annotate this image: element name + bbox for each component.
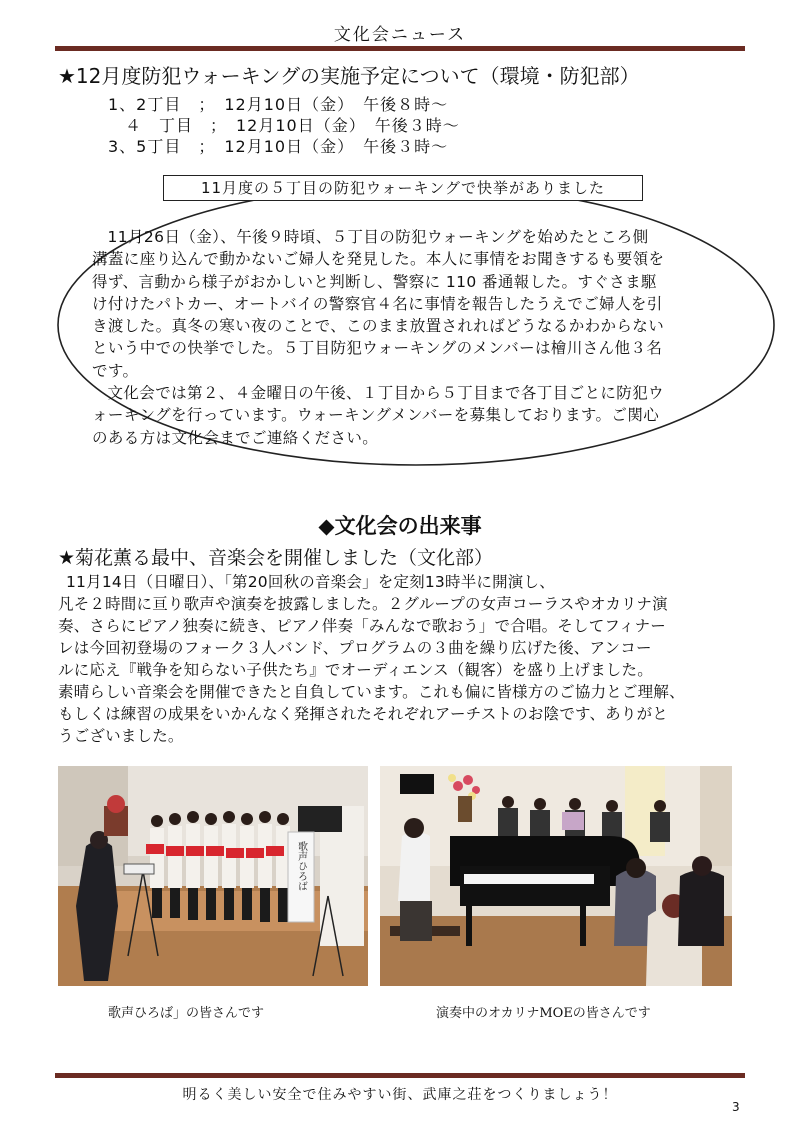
notice-line: ォーキングを行っています。ウォーキングメンバーを募集しております。ご関心	[92, 406, 660, 425]
body-line: 11月14日（日曜日）、「第20回秋の音楽会」を定刻13時半に開演し、	[66, 573, 555, 591]
body-line: うございました。	[58, 727, 184, 745]
notice-line: 溝蓋に座り込んで動かないご婦人を発見した。本人に事情をお聞きするも要領を	[92, 250, 665, 269]
notice-line: き渡した。真冬の寒い夜のことで、このまま放置されればどうなるかわからない	[92, 317, 665, 336]
ocarina-photo	[380, 766, 732, 986]
footer-slogan: 明るく美しい安全で住みやすい街、武庫之荘をつくりましょう！	[182, 1087, 618, 1103]
body-line: レは今回初登場のフォーク３人バンド、プログラムの３曲を繰り広げた後、アンコー	[58, 639, 652, 657]
walking-heading: ★12月度防犯ウォーキングの実施予定について（環境・防犯部）	[58, 64, 640, 88]
body-line: 素晴らしい音楽会を開催できたと自負しています。これも偏に皆様方のご協力とご理解、	[58, 683, 685, 701]
notice-label: 11月度の５丁目の防犯ウォーキングで快挙がありました	[163, 175, 643, 201]
notice-line: です。	[92, 361, 139, 380]
body-line: ルに応え『戦争を知らない子供たち』でオーディエンス（観客）を盛り上げました。	[58, 661, 653, 679]
footer-divider	[55, 1073, 745, 1078]
page-number: 3	[732, 1100, 740, 1114]
body-line: 奏、さらにピアノ独奏に続き、ピアノ伴奏「みんなで歌おう」で合唱。そしてフィナー	[58, 617, 666, 635]
notice-line: け付けたパトカー、オートバイの警察官４名に事情を報告したうえでご婦人を引	[92, 294, 663, 313]
photo-caption-left: 歌声ひろば」の皆さんです	[108, 1006, 265, 1021]
notice-line: という中での快挙でした。５丁目防犯ウォーキングのメンバーは檜川さん他３名	[92, 339, 663, 358]
body-line: 凡そ２時間に亘り歌声や演奏を披露しました。２グループの女声コーラスやオカリナ演	[58, 595, 668, 613]
schedule-line: ４ 丁目 ； 12月10日（金） 午後３時～	[108, 116, 460, 135]
notice-line: 文化会では第２、４金曜日の午後、１丁目から５丁目まで各丁目ごとに防犯ウ	[107, 384, 665, 403]
notice-line: 11月26日（金）、午後９時頃、５丁目の防犯ウォーキングを始めたところ側	[107, 228, 649, 246]
body-line: もしくは練習の成果をいかんなく発揮されたそれぞれアーチストのお陰です、ありがと	[58, 705, 668, 723]
schedule-line: 1、2丁目 ； 12月10日（金） 午後８時～	[108, 95, 449, 114]
concert-heading: ★菊花薫る最中、音楽会を開催しました（文化部）	[58, 547, 494, 569]
newsletter-title: 文化会ニュース	[333, 25, 467, 45]
notice-body	[92, 226, 732, 449]
schedule-line: 3、5丁目 ； 12月10日（金） 午後３時～	[108, 137, 449, 156]
photo-caption-right: 演奏中のオカリナMOEの皆さんです	[436, 1006, 651, 1021]
events-section-title: ◆文化会の出来事	[318, 514, 482, 538]
choir-photo	[58, 766, 368, 986]
banner-text: 歌声ひろば	[295, 841, 307, 891]
notice-line: 得ず、言動から様子がおかしいと判断し、警察に 110 番通報した。すぐさま駆	[92, 272, 657, 291]
header-divider	[55, 46, 745, 51]
notice-line: のある方は文化会までご連絡ください。	[92, 428, 379, 447]
